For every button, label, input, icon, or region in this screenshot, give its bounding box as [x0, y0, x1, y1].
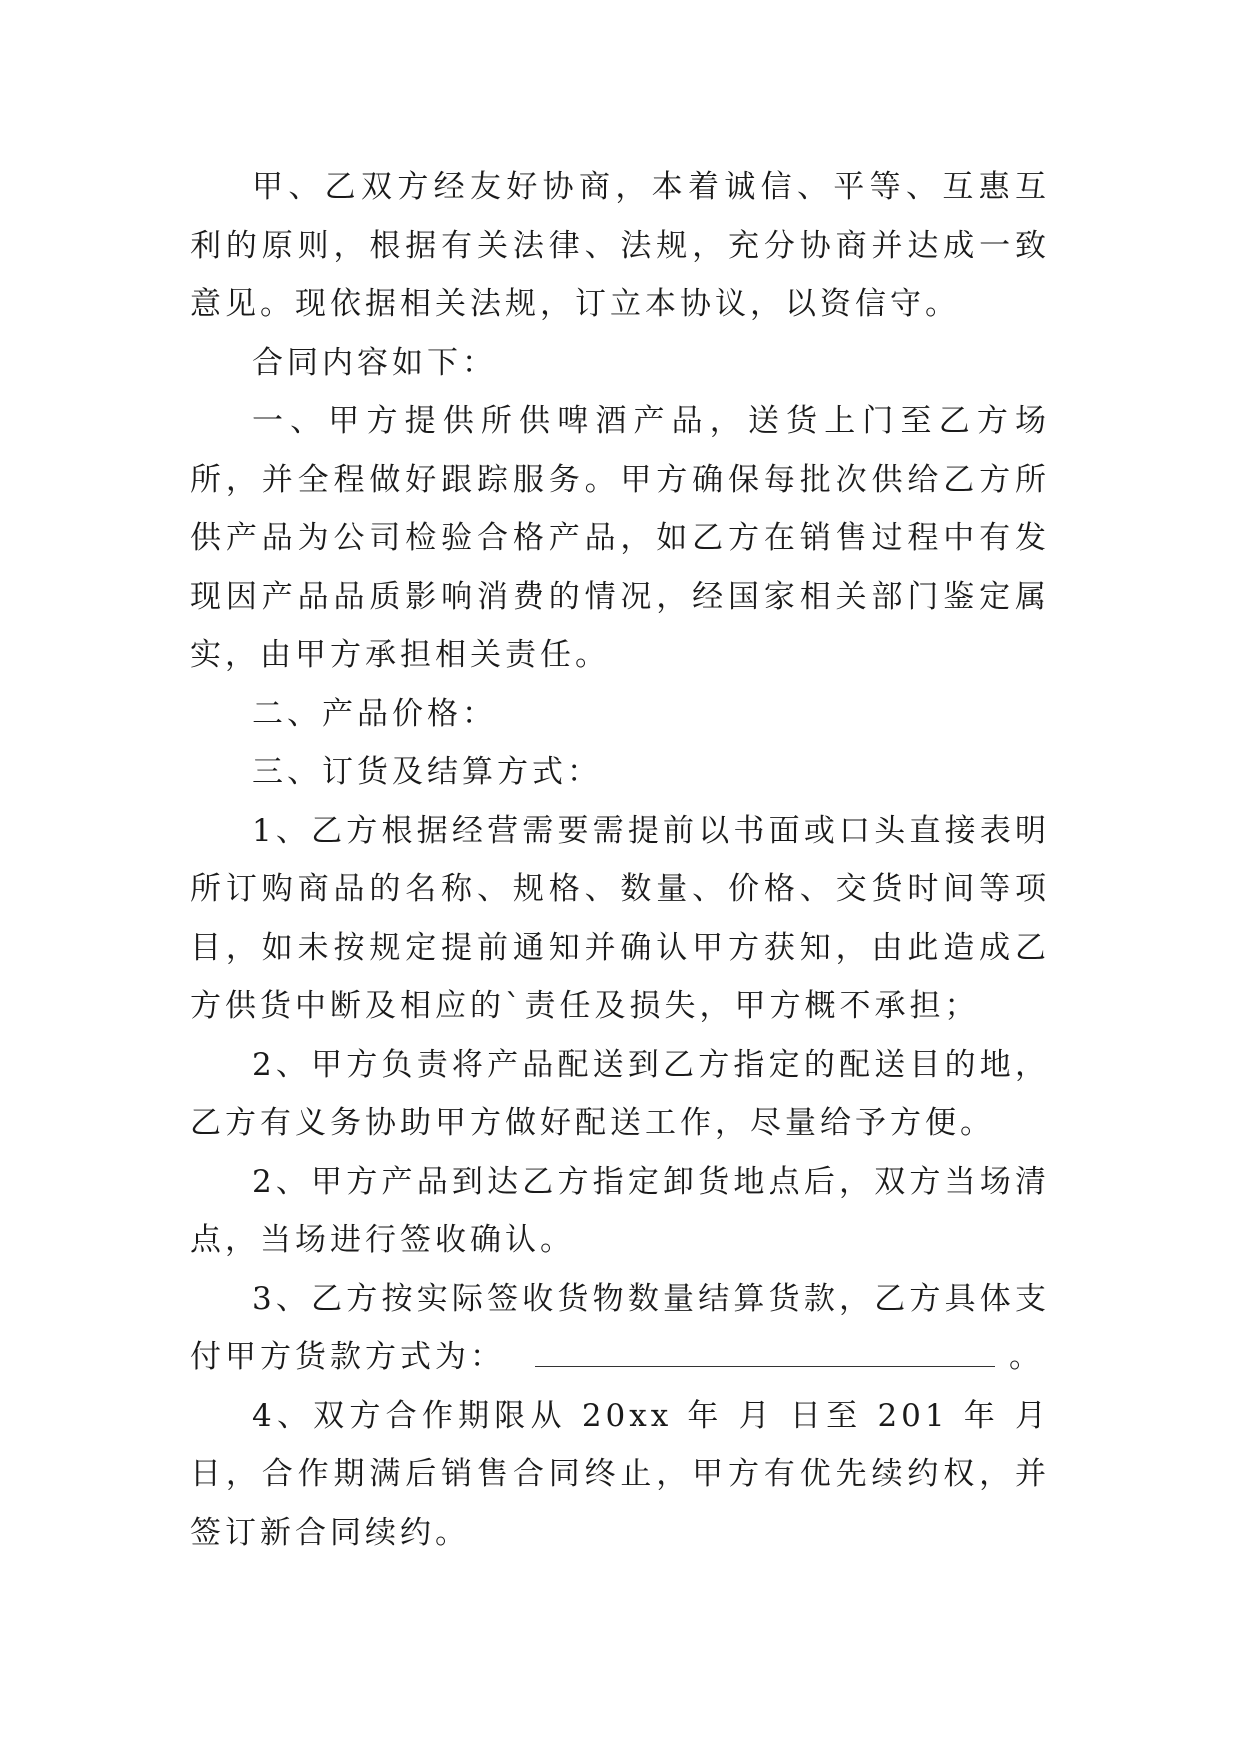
- paragraph-intro: 甲、乙双方经友好协商，本着诚信、平等、互惠互利的原则，根据有关法律、法规，充分协商并达成一致意见。现依据相关法规，订立本协议，以资信守。: [190, 169, 1050, 322]
- paragraph-clause-1: 一、甲方提供所供啤酒产品，送货上门至乙方场所，并全程做好跟踪服务。甲方确保每批次供给乙方所供产品为公司检验合格产品，如乙方在销售过程中有发现因产品品质影响消费的情况，经国家相关部门鉴定属实，由甲方承担相关责任。: [190, 403, 1050, 673]
- paragraph-item-2-delivery: 2、甲方负责将产品配送到乙方指定的配送目的地，乙方有义务协助甲方做好配送工作，尽量给予方便。: [190, 1046, 1050, 1141]
- paragraph-item-4-term: 4、双方合作期限从 20xx 年 月 日至 201 年 月 日，合作期满后销售合同终止，甲方有优先续约权，并签订新合同续约。: [190, 1397, 1050, 1551]
- payment-method-blank: [535, 1340, 995, 1367]
- payment-method-label: 3、乙方按实际签收货物数量结算货款，乙方具体支付甲方货款方式为：: [190, 1280, 1050, 1375]
- contract-body: [190, 158, 1050, 1562]
- paragraph-clause-3-ordering: 三、订货及结算方式：: [252, 754, 602, 790]
- paragraph-item-1-ordering: 1、乙方根据经营需要需提前以书面或口头直接表明所订购商品的名称、规格、数量、价格、交货时间等项目，如未按规定提前通知并确认甲方获知，由此造成乙方供货中断及相应的`责任及损失，甲方概不承担；: [190, 812, 1050, 1024]
- payment-period: 。: [1009, 1339, 1044, 1375]
- paragraph-clause-2-price: 二、产品价格：: [252, 695, 497, 732]
- paragraph-item-3-payment: [190, 1270, 1050, 1387]
- paragraph-item-2-receipt: 2、甲方产品到达乙方指定卸货地点后，双方当场清点，当场进行签收确认。: [190, 1163, 1050, 1258]
- paragraph-contents-heading: 合同内容如下：: [252, 344, 497, 381]
